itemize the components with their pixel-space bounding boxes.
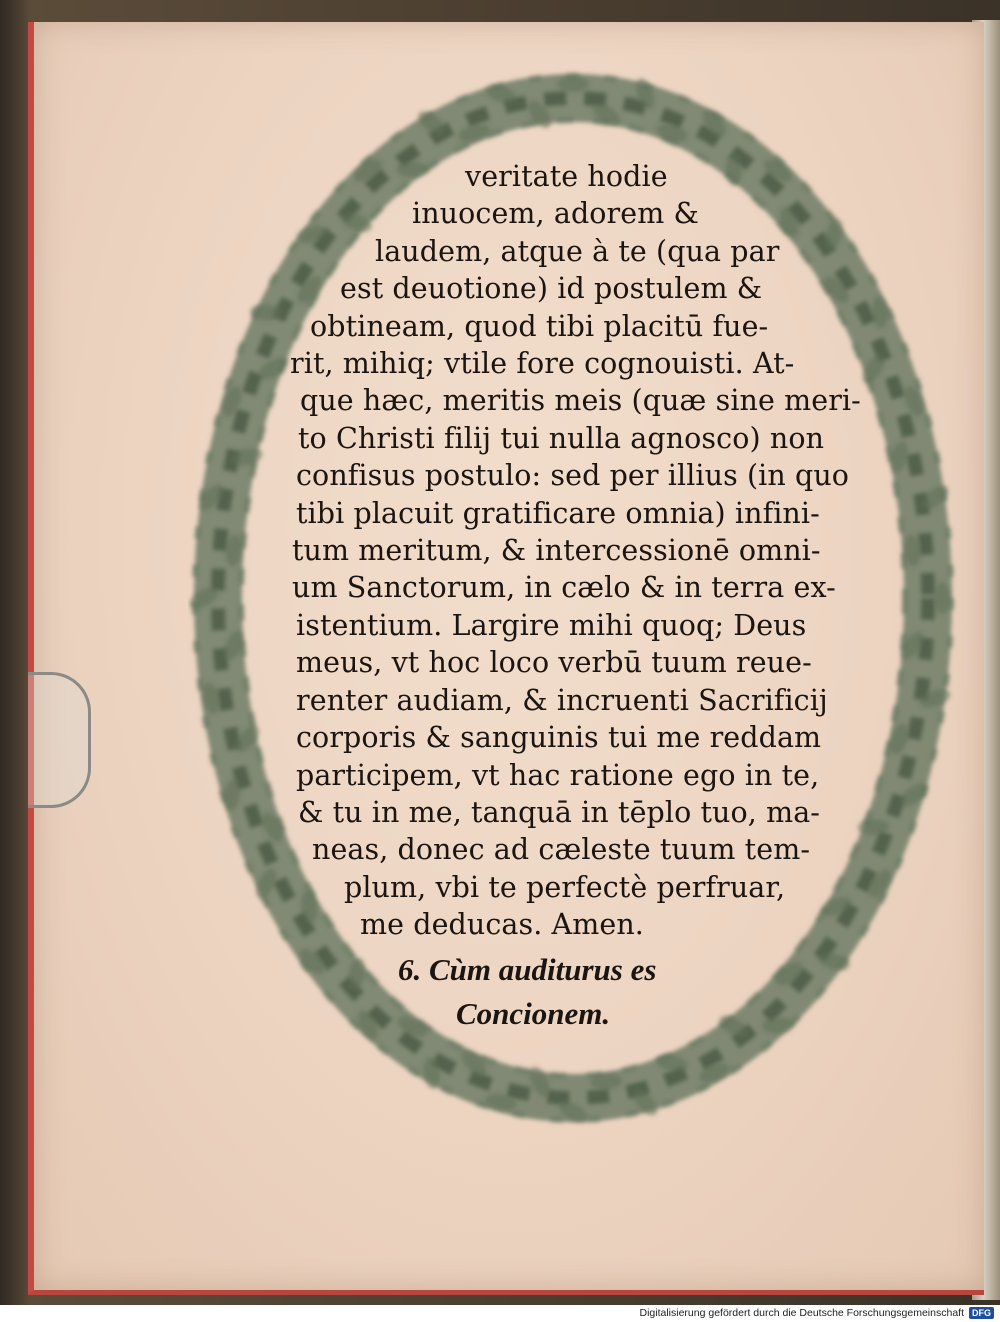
section-heading: 6. Cùm auditurus es: [398, 951, 657, 987]
section-heading: Concionem.: [456, 995, 611, 1031]
dfg-logo-icon: DFG: [969, 1307, 994, 1319]
text-line: veritate hodie: [465, 160, 668, 193]
text-line: neas, donec ad cæleste tuum tem-: [312, 833, 811, 867]
text-line: obtineam, quod tibi placitū fue-: [310, 309, 769, 343]
text-line: istentium. Largire mihi quoq; Deus: [296, 608, 807, 642]
text-line: corporis & sanguinis tui me reddam: [296, 721, 822, 755]
text-line: um Sanctorum, in cælo & in terra ex-: [292, 571, 836, 605]
text-line: que hæc, meritis meis (quæ sine meri-: [300, 384, 861, 418]
text-line: tibi placuit gratificare omnia) infini-: [296, 496, 820, 530]
digitization-footer: [0, 1305, 1000, 1322]
text-line: me deducas. Amen.: [360, 908, 644, 942]
text-line: meus, vt hoc loco verbū tuum reue-: [296, 646, 812, 680]
text-line: laudem, atque à te (qua par: [375, 234, 780, 268]
text-line: est deuotione) id postulem &: [340, 272, 763, 306]
text-line: confisus postulo: sed per illius (in quo: [296, 459, 850, 493]
text-line: rit, mihiq; vtile fore cognouisti. At-: [290, 347, 795, 381]
text-line: plum, vbi te perfectè perfruar,: [344, 870, 786, 904]
page-clip: [28, 672, 91, 808]
text-line: participem, vt hac ratione ego in te,: [296, 758, 820, 792]
text-line: to Christi filij tui nulla agnosco) non: [298, 421, 825, 455]
text-line: renter audiam, & incruenti Sacrificij: [296, 683, 828, 717]
funding-credit: Digitalisierung gefördert durch die Deutsche Forschungsgemeinschaft: [639, 1307, 964, 1319]
wreath-leaf: [934, 582, 950, 614]
prayer-text: [260, 158, 880, 1036]
text-line: & tu in me, tanquā in tēplo tuo, ma-: [298, 795, 821, 829]
text-line: inuocem, adorem &: [412, 197, 699, 231]
wreath-leaf: [557, 76, 589, 92]
text-line: tum meritum, & intercessionē omni-: [292, 534, 821, 568]
